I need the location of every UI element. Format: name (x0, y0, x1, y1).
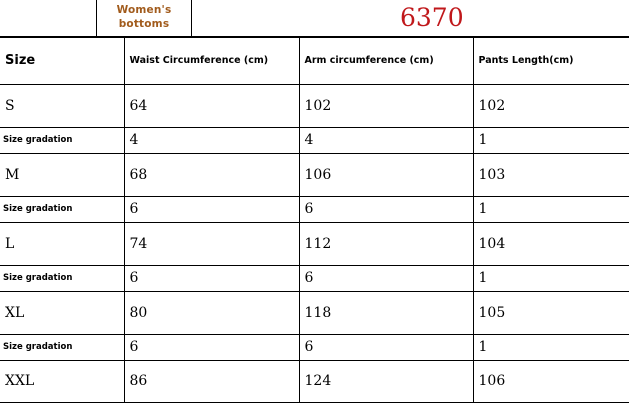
size-label: XXL (0, 360, 124, 402)
gradation-label: Size gradation (0, 265, 124, 291)
table-row (0, 196, 629, 222)
size-label: M (0, 153, 124, 196)
table-row (0, 84, 629, 127)
pants-length-value: 105 (473, 291, 629, 334)
arm-value: 124 (299, 360, 473, 402)
gradation-label: Size gradation (0, 334, 124, 360)
column-header-waist: Waist Circumference (cm) (124, 37, 299, 84)
column-header-size: Size (0, 37, 124, 84)
waist-value: 86 (124, 360, 299, 402)
pants-length-value: 102 (473, 84, 629, 127)
table-row (0, 334, 629, 360)
arm-value: 112 (299, 222, 473, 265)
waist-value: 74 (124, 222, 299, 265)
size-label: XL (0, 291, 124, 334)
waist-value: 6 (124, 265, 299, 291)
table-row (0, 153, 629, 196)
table-row (0, 291, 629, 334)
arm-value: 6 (299, 196, 473, 222)
product-code: 6370 (400, 3, 464, 32)
pants-length-value: 106 (473, 360, 629, 402)
pants-length-value: 103 (473, 153, 629, 196)
pants-length-value: 1 (473, 265, 629, 291)
gradation-label: Size gradation (0, 196, 124, 222)
waist-value: 80 (124, 291, 299, 334)
size-label: S (0, 84, 124, 127)
column-header-arm: Arm circumference (cm) (299, 37, 473, 84)
product-category-label: Women's bottoms (97, 0, 192, 36)
waist-value: 4 (124, 127, 299, 153)
arm-value: 6 (299, 334, 473, 360)
table-row (0, 360, 629, 402)
arm-value: 102 (299, 84, 473, 127)
pants-length-value: 1 (473, 334, 629, 360)
waist-value: 64 (124, 84, 299, 127)
gradation-label: Size gradation (0, 127, 124, 153)
table-row (0, 127, 629, 153)
arm-value: 118 (299, 291, 473, 334)
size-label: L (0, 222, 124, 265)
column-header-pants-length: Pants Length(cm) (473, 37, 629, 84)
pants-length-value: 104 (473, 222, 629, 265)
arm-value: 106 (299, 153, 473, 196)
pants-length-value: 1 (473, 127, 629, 153)
header-blank-cell (0, 0, 97, 36)
table-row (0, 265, 629, 291)
table-row (0, 222, 629, 265)
arm-value: 6 (299, 265, 473, 291)
waist-value: 6 (124, 196, 299, 222)
size-table (0, 36, 629, 403)
table-header-row (0, 37, 629, 84)
pants-length-value: 1 (473, 196, 629, 222)
arm-value: 4 (299, 127, 473, 153)
waist-value: 6 (124, 334, 299, 360)
waist-value: 68 (124, 153, 299, 196)
